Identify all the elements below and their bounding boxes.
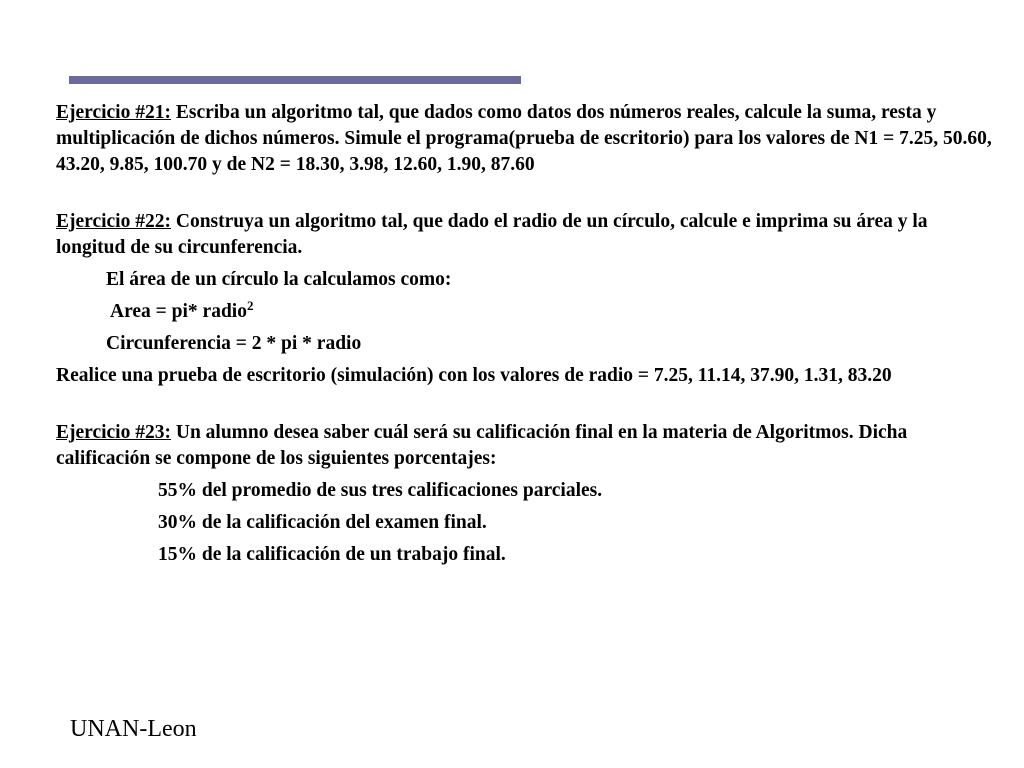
exercise-22 bbox=[56, 209, 996, 261]
exercise-21 bbox=[56, 100, 996, 178]
exercise-22-heading: Ejercicio #22: bbox=[56, 211, 171, 232]
exercise-21-text: Escriba un algoritmo tal, que dados como datos dos números reales, calcule la suma, resta y multiplicación de dichos números. Simule el programa(prueba de escritorio) para los valores de N1 = 7.25, 50.60, 43.20, 9.85, 100.70 y de N2 = 18.30, 3.98, 12.60, 1.90, 87.60 bbox=[56, 102, 992, 175]
area-formula-exponent: 2 bbox=[246, 298, 254, 313]
exercise-21-separator: : bbox=[164, 102, 171, 123]
footer-institution-label: UNAN-Leon bbox=[70, 716, 197, 742]
exercise-21-heading: Ejercicio #21 bbox=[56, 102, 165, 123]
slide-content bbox=[56, 100, 996, 568]
circumference-formula: Circunferencia = 2 * pi * radio bbox=[106, 333, 362, 354]
simulation-instruction: Realice una prueba de escritorio (simulación) con los valores de radio = 7.25, 11.14, 37.90, 1.31, 83.20 bbox=[56, 365, 892, 386]
exercise-23 bbox=[56, 420, 996, 472]
title-accent-bar bbox=[69, 76, 521, 84]
percentage-item: 55% del promedio de sus tres calificaciones parciales. bbox=[158, 480, 603, 501]
exercise-23-heading: Ejercicio #23: bbox=[56, 422, 171, 443]
percentage-item: 30% de la calificación del examen final. bbox=[158, 512, 487, 533]
area-formula bbox=[56, 299, 996, 325]
spacer bbox=[56, 178, 996, 209]
percentage-item: 15% de la calificación de un trabajo final. bbox=[158, 544, 506, 565]
exercise-22-text: Construya un algoritmo tal, que dado el radio de un círculo, calcule e imprima su área y la longitud de su circunferencia. bbox=[56, 211, 928, 258]
area-intro-line: El área de un círculo la calculamos como: bbox=[106, 269, 452, 290]
exercise-23-text: Un alumno desea saber cuál será su calificación final en la materia de Algoritmos. Dicha calificación se compone de los siguientes porcentajes: bbox=[56, 422, 908, 469]
spacer bbox=[56, 389, 996, 420]
area-formula-text: Area = pi* radio bbox=[110, 301, 247, 322]
